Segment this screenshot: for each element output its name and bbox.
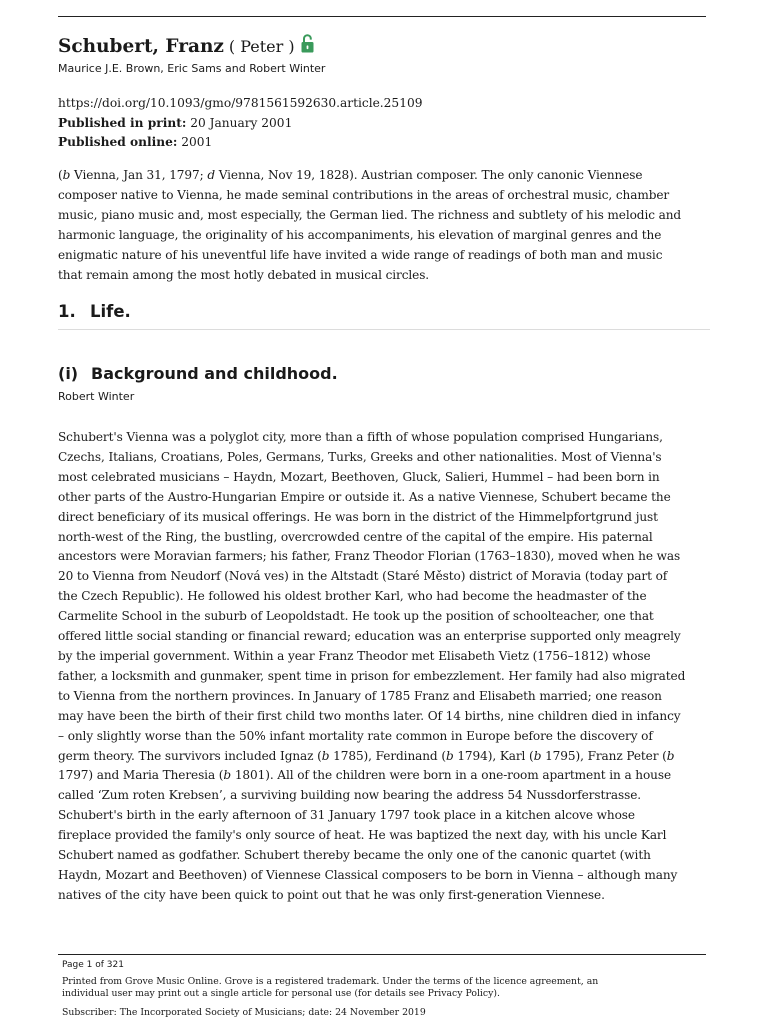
subsection-author: Robert Winter [58, 390, 135, 403]
text-line: direct beneficiary of its musical offerings. He was born in the district of the Himmelpfortgrund just [58, 509, 658, 524]
text-line: Schubert named as godfather. Schubert thereby became the only one of the canonic quartet (with [58, 848, 651, 863]
section-divider [58, 329, 710, 330]
published-online-label: Published online: [58, 135, 178, 149]
text-line: may have been the birth of their first child two months later. Of 14 births, nine children died in infancy [58, 708, 681, 723]
article-title [58, 34, 314, 58]
text-line: music, piano music and, most especially, the German lied. The richness and subtlety of his melodic and [58, 207, 682, 222]
text-line: north-west of the Ring, the bustling, overcrowded centre of the capital of the empire. His paternal [58, 529, 653, 544]
subsection-number: (i) [58, 364, 79, 383]
text-line: 1797) and Maria Theresia (b 1801). All of the children were born in a one-room apartment in a house [58, 768, 672, 783]
text-line: the Czech Republic). He followed his oldest brother Karl, who had become the headmaster of the [58, 589, 647, 604]
print-notice-line: Printed from Grove Music Online. Grove is a registered trademark. Under the terms of the licence agreement, an [62, 976, 599, 987]
print-notice [62, 976, 598, 999]
text-line: Carmelite School in the suburb of Leopoldstadt. He took up the position of schoolteacher, one that [58, 609, 654, 624]
subscriber-line: Subscriber: The Incorporated Society of Musicians; date: 24 November 2019 [62, 1007, 426, 1018]
text-line: germ theory. The survivors included Ignaz (b 1785), Ferdinand (b 1794), Karl (b 1795), Franz Peter (b [58, 748, 675, 763]
open-lock-icon [301, 34, 314, 58]
text-line: (b Vienna, Jan 31, 1797; d Vienna, Nov 19, 1828). Austrian composer. The only canonic Viennese [58, 168, 643, 182]
section-number: 1. [58, 302, 76, 321]
text-line: Schubert's Vienna was a polyglot city, more than a fifth of whose population comprised Hungarians, [58, 430, 663, 444]
page-number: Page 1 of 321 [62, 960, 124, 970]
top-rule [58, 16, 706, 17]
intro-paragraph [58, 166, 718, 285]
text-line: Schubert's birth in the early afternoon of 31 January 1797 took place in a kitchen alcove whose [58, 808, 635, 823]
text-line: to Vienna from the northern provinces. In January of 1785 Franz and Elisabeth married; one reason [58, 688, 662, 703]
text-line: ancestors were Moravian farmers; his father, Franz Theodor Florian (1763–1830), moved when he was [58, 549, 681, 564]
text-line: most celebrated musicians – Haydn, Mozart, Beethoven, Gluck, Salieri, Hummel – had been born in [58, 469, 660, 484]
text-line: Haydn, Mozart and Beethoven) of Viennese Classical composers to be born in Vienna – although many [58, 867, 678, 882]
text-line: that remain among the most hotly debated in musical circles. [58, 267, 430, 282]
published-online [58, 135, 212, 149]
article-authors: Maurice J.E. Brown, Eric Sams and Robert Winter [58, 62, 326, 75]
text-line: by the imperial government. Within a year Franz Theodor met Elisabeth Vietz (1756–1812) whose [58, 648, 651, 663]
title-alt-name: ( Peter ) [228, 37, 295, 56]
text-line: composer native to Vienna, he made seminal contributions in the areas of orchestral music, chamber [58, 187, 670, 202]
doi-link[interactable]: https://doi.org/10.1093/gmo/9781561592630.article.25109 [58, 96, 423, 110]
section-title: Life. [90, 302, 131, 321]
text-line: Czechs, Italians, Croatians, Poles, Germans, Turks, Greeks and other nationalities. Most of Vienna's [58, 449, 662, 464]
text-line: other parts of the Austro-Hungarian Empire or outside it. As a native Viennese, Schubert became the [58, 489, 671, 504]
footer-rule [58, 954, 706, 955]
subsection-title: Background and childhood. [91, 364, 338, 383]
subsection-heading [58, 364, 338, 383]
text-line: natives of the city have been quick to point out that he was only first-generation Viennese. [58, 887, 605, 902]
title-name: Schubert, Franz [58, 36, 224, 57]
text-line: father, a locksmith and gunmaker, spent time in prison for embezzlement. Her family had also migrated [58, 668, 686, 683]
published-print-label: Published in print: [58, 116, 187, 130]
text-line: offered little social standing or financial reward; education was an enterprise supported only meagrely [58, 629, 681, 644]
body-paragraph [58, 428, 718, 906]
text-line: called ‘Zum roten Krebsen’, a surviving building now bearing the address 54 Nussdorferstrasse. [58, 788, 642, 803]
text-line: enigmatic nature of his uneventful life have invited a wide range of readings of both man and music [58, 247, 663, 262]
published-online-date: 2001 [181, 135, 213, 149]
published-print-date: 20 January 2001 [190, 116, 293, 130]
text-line: – only slightly worse than the 50% infant mortality rate common in Europe before the discovery of [58, 728, 653, 743]
text-line: harmonic language, the originality of his accompaniments, his elevation of marginal genres and the [58, 227, 662, 242]
published-print [58, 116, 292, 130]
section-heading [58, 302, 131, 321]
print-notice-line: individual user may print out a single article for personal use (for details see Privacy Policy). [62, 987, 500, 999]
text-line: fireplace provided the family's only source of heat. He was baptized the next day, with his uncle Karl [58, 828, 667, 843]
text-line: 20 to Vienna from Neudorf (Nová ves) in the Altstadt (Staré Město) district of Moravia (today part of [58, 569, 668, 584]
